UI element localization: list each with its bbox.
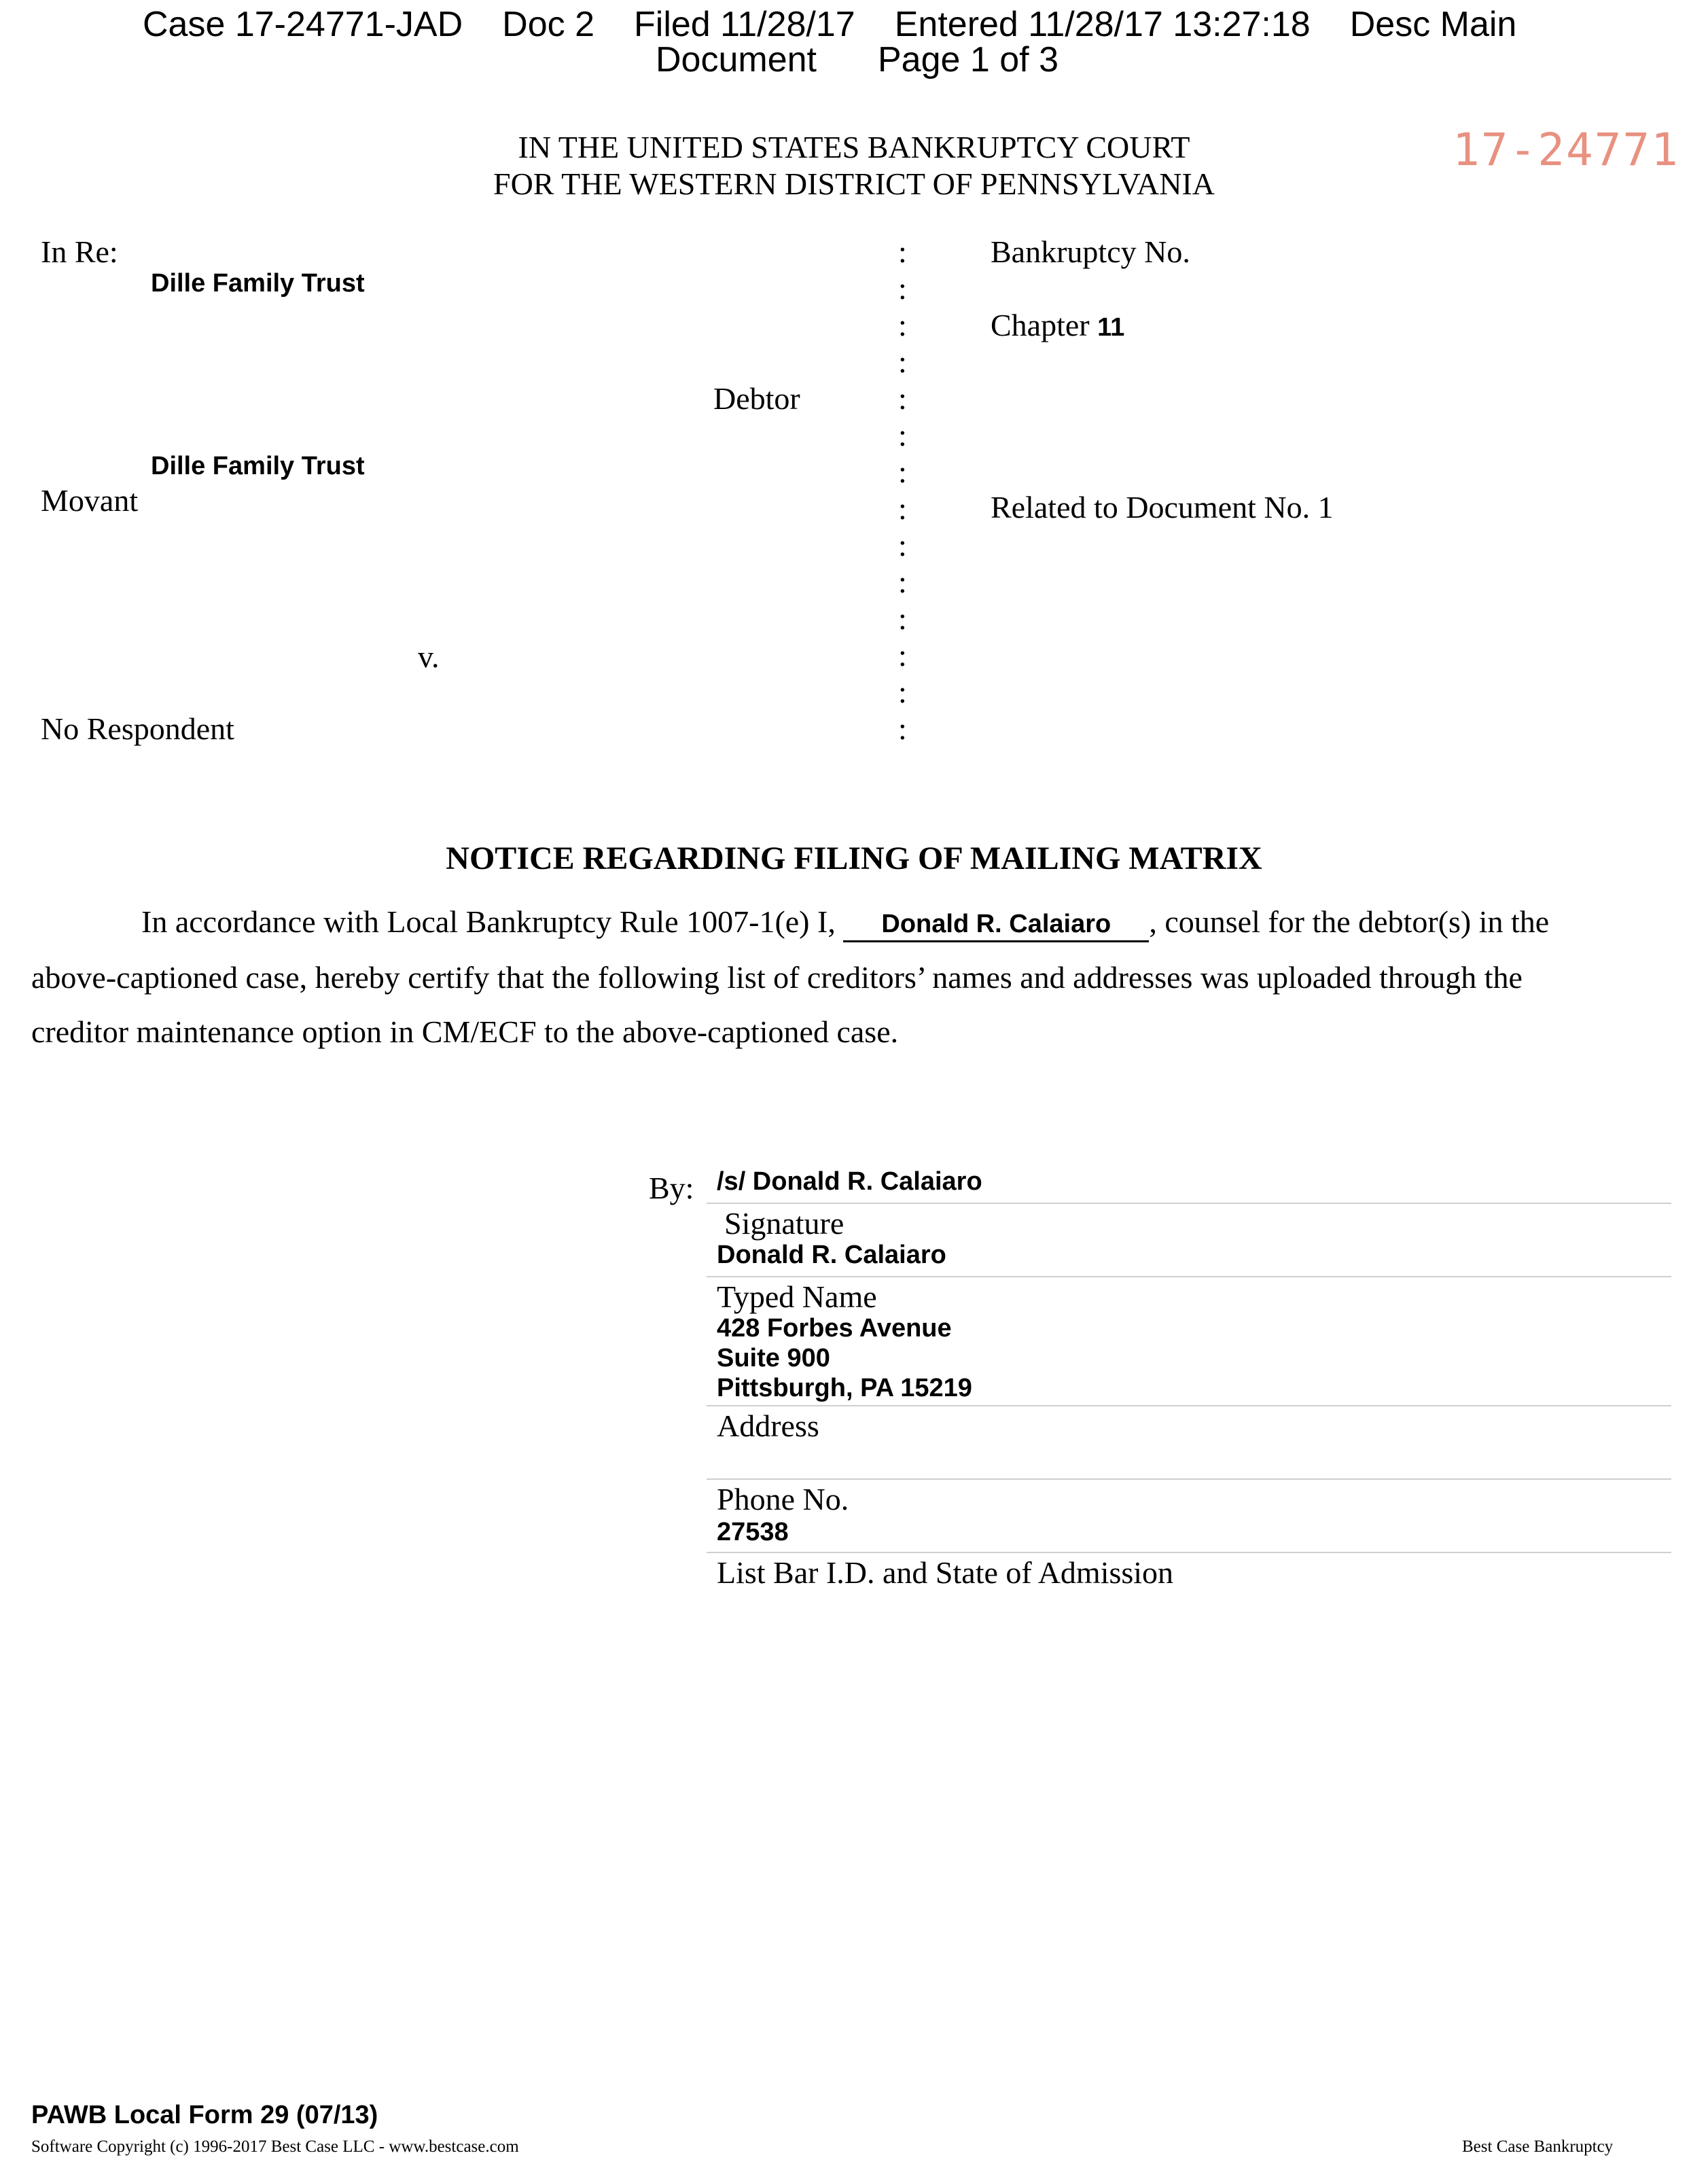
caption-colon: : xyxy=(898,675,907,709)
debtor-name: Dille Family Trust xyxy=(151,269,365,298)
chapter-value: 11 xyxy=(1097,313,1125,342)
address-line-1: 428 Forbes Avenue xyxy=(717,1314,952,1343)
chapter-label: Chapter xyxy=(991,308,1090,342)
bankruptcy-number-label: Bankruptcy No. xyxy=(991,234,1190,269)
entered-date: Entered 11/28/17 13:27:18 xyxy=(894,5,1311,44)
movant-name: Dille Family Trust xyxy=(151,452,365,480)
vendor-name: Best Case Bankruptcy xyxy=(1462,2137,1614,2156)
page-indicator: Page 1 of 3 xyxy=(878,40,1058,79)
in-re-label: In Re: xyxy=(41,234,118,269)
filing-header xyxy=(143,4,1516,45)
notice-body-line3: creditor maintenance option in CM/ECF to the above-captioned case. xyxy=(31,1014,899,1049)
caption-colon: : xyxy=(898,234,907,269)
typed-name-rule xyxy=(707,1276,1671,1277)
address-line-2: Suite 900 xyxy=(717,1344,830,1372)
bar-id-label: List Bar I.D. and State of Admission xyxy=(717,1555,1174,1590)
typed-name-label: Typed Name xyxy=(717,1279,877,1314)
respondent-label: No Respondent xyxy=(41,711,234,746)
notice-body-line2: above-captioned case, hereby certify that the following list of creditors’ names and addresses was uploaded through the xyxy=(31,960,1523,995)
chapter-field xyxy=(991,307,1124,343)
phone-rule xyxy=(707,1478,1671,1480)
desc-label: Desc Main xyxy=(1349,5,1517,44)
bar-id-value: 27538 xyxy=(717,1518,789,1546)
counsel-name: Donald R. Calaiaro xyxy=(843,908,1149,942)
filing-header-line2 xyxy=(656,39,1058,80)
caption-colon: : xyxy=(898,455,907,489)
address-rule xyxy=(707,1405,1671,1406)
caption-colon: : xyxy=(898,381,907,416)
address-line-3: Pittsburgh, PA 15219 xyxy=(717,1374,972,1402)
caption-colon: : xyxy=(898,711,907,746)
caption-colon: : xyxy=(898,418,907,452)
related-document: Related to Document No. 1 xyxy=(991,490,1334,525)
notice-title: NOTICE REGARDING FILING OF MAILING MATRIX xyxy=(446,840,1262,876)
doc-number: Doc 2 xyxy=(502,5,594,44)
caption-colon: : xyxy=(898,491,907,526)
caption-colon: : xyxy=(898,344,907,379)
signature-value: /s/ Donald R. Calaiaro xyxy=(717,1167,982,1196)
notice-intro: In accordance with Local Bankruptcy Rule 1007-1(e) I, xyxy=(141,904,836,939)
phone-label: Phone No. xyxy=(717,1482,849,1516)
signature-label: Signature xyxy=(724,1206,844,1241)
versus-label: v. xyxy=(418,639,440,674)
court-name: IN THE UNITED STATES BANKRUPTCY COURT xyxy=(518,130,1190,164)
document-label: Document xyxy=(656,40,817,79)
case-stamp: 17-24771 xyxy=(1453,124,1679,176)
filed-date: Filed 11/28/17 xyxy=(634,5,855,44)
caption-colon: : xyxy=(898,638,907,673)
software-copyright: Software Copyright (c) 1996-2017 Best Case LLC - www.bestcase.com xyxy=(31,2137,519,2156)
form-id: PAWB Local Form 29 (07/13) xyxy=(31,2101,378,2129)
notice-counsel-suffix: , counsel for the debtor(s) in the xyxy=(1149,904,1550,939)
caption-colon: : xyxy=(898,601,907,636)
caption-colon: : xyxy=(898,528,907,563)
caption-colon: : xyxy=(898,565,907,599)
caption-colon: : xyxy=(898,308,907,342)
notice-body-line1 xyxy=(141,904,1549,942)
typed-name-value: Donald R. Calaiaro xyxy=(717,1241,946,1269)
signature-rule xyxy=(707,1203,1671,1204)
case-number: Case 17-24771-JAD xyxy=(143,5,463,44)
movant-label: Movant xyxy=(41,483,139,518)
caption-colon: : xyxy=(898,271,907,306)
court-district: FOR THE WESTERN DISTRICT OF PENNSYLVANIA xyxy=(493,166,1215,201)
by-label: By: xyxy=(649,1171,694,1205)
bar-id-rule xyxy=(707,1552,1671,1553)
address-label: Address xyxy=(717,1408,819,1443)
debtor-label: Debtor xyxy=(713,381,800,416)
